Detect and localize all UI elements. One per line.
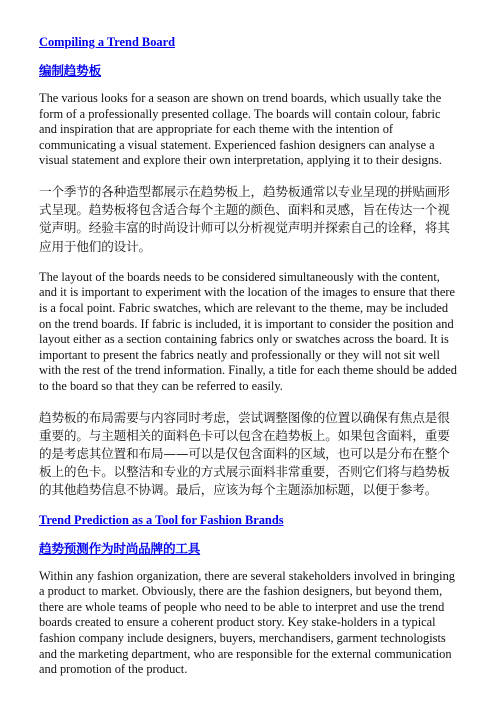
paragraph-1-cn: 一个季节的各种造型都展示在趋势板上，趋势板通常以专业呈现的拼贴画形式呈现。趋势板将包含适合每个主题的颜色、面料和灵感，旨在传达一个视觉声明。经验丰富的时尚设计师可以分析视觉声明并探索自己的诠释，将其应用于他们的设计。 bbox=[39, 183, 450, 254]
heading-compiling-trend-board-cn[interactable]: 编制趋势板 bbox=[39, 63, 101, 78]
paragraph-3-en: Within any fashion organization, there are several stakeholders involved in bringing a product to market. Obviously, there are the fashion designers, but beyond them, there are whole teams of people who need to be able to interpret and use the trend boards created to ensure a coherent product story. Key stake-holders in a typical fashion company include designers, buyers, merchandisers, garment technologists and the marketing department, who are responsible for the external communication and promotion of the product. bbox=[39, 568, 455, 677]
paragraph-1-en: The various looks for a season are shown on trend boards, which usually take the form of a professionally presented collage. The boards will contain colour, fabric and inspiration that are appropriate for each theme with the intention of communicating a visual statement. Experienced fashion designers can analyse a visual statement and explore their own interpretation, applying it to their designs. bbox=[39, 91, 442, 168]
document-page bbox=[39, 34, 460, 678]
heading-trend-prediction-cn[interactable]: 趋势预测作为时尚品牌的工具 bbox=[39, 540, 201, 556]
paragraph-2-cn: 趋势板的布局需要与内容同时考虑，尝试调整图像的位置以确保有焦点是很重要的。与主题相关的面料色卡可以包含在趋势板上。如果包含面料，重要的是考虑其位置和布局——可以是仅包含面料的区域，也可以是分布在整个板上的色卡。以整洁和专业的方式展示面料非常重要，否则它们将与趋势板的其他趋势信息不协调。最后，应该为每个主题添加标题，以便于参考。 bbox=[39, 409, 450, 498]
paragraph-2-en: The layout of the boards needs to be considered simultaneously with the content, and it is important to experiment with the location of the images to ensure that there is a focal point. Fabric swatches, which are relevant to the theme, may be included on the trend boards. If fabric is included, it is important to consider the position and layout either as a section containing fabrics only or swatches across the board. It is important to present the fabrics neatly and professionally or they will not sit well with the rest of the trend information. Finally, a title for each theme should be added to the board so that they can be referred to easily. bbox=[39, 269, 457, 393]
heading-trend-prediction[interactable]: Trend Prediction as a Tool for Fashion Brands bbox=[39, 512, 284, 527]
heading-compiling-trend-board[interactable]: Compiling a Trend Board bbox=[39, 35, 175, 49]
